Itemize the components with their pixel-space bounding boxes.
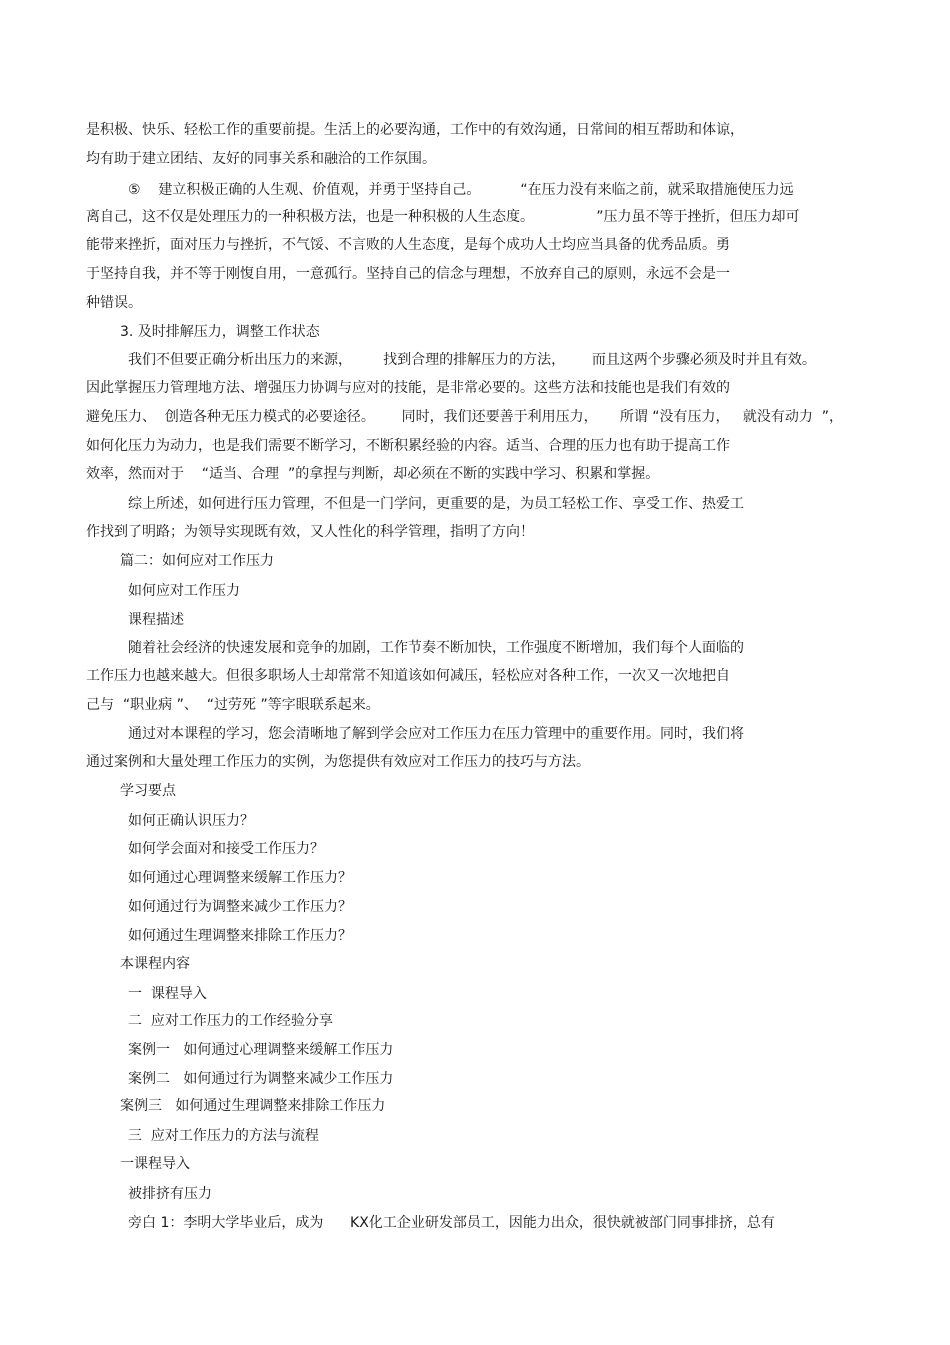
list-item: 如何通过行为调整来减少工作压力？	[128, 899, 352, 915]
text-line: 避免压力、 创造各种无压力模式的必要途径。 同时，我们还要善于利用压力， 所谓 “没有压力， 就没有动力 ”，	[86, 409, 844, 425]
text-line: 效率，然而对于 “适当、合理 ”的拿捏与判断，却必须在不断的实践中学习、积累和掌握。	[86, 466, 660, 482]
list-item: 二 应对工作压力的工作经验分享	[128, 1013, 333, 1029]
text-line: 均有助于建立团结、友好的同事关系和融洽的工作氛围。	[86, 151, 436, 167]
list-item: 案例二 如何通过行为调整来减少工作压力	[128, 1071, 394, 1087]
text-line: 我们不但要正确分析出压力的来源， 找到合理的排解压力的方法， 而且这两个步骤必须及时并且有效。	[128, 352, 816, 368]
text-line: 己与 “职业病 ”、 “过劳死 ”等字眼联系起来。	[86, 697, 380, 713]
text-line: 种错误。	[86, 295, 142, 311]
text-line: 作找到了明路；为领导实现既有效，又人性化的科学管理，指明了方向！	[86, 524, 534, 540]
text-line: 于坚持自我，并不等于刚愎自用，一意孤行。坚持自己的信念与理想，不放弃自己的原则，永远不会是一	[86, 266, 730, 282]
text-line: 是积极、快乐、轻松工作的重要前提。生活上的必要沟通，工作中的有效沟通，日常间的相互帮助和体谅，	[86, 122, 744, 138]
subheading: 学习要点	[120, 783, 176, 799]
text-line: ⑤ 建立积极正确的人生观、价值观，并勇于坚持自己。 “在压力没有来临之前，就采取措施使压力远	[128, 182, 794, 198]
text-line: 能带来挫折，面对压力与挫折，不气馁、不言败的人生态度，是每个成功人士均应当具备的优秀品质。勇	[86, 237, 730, 253]
text-line: 如何化压力为动力，也是我们需要不断学习，不断积累经验的内容。适当、合理的压力也有助于提高工作	[86, 438, 730, 454]
section-heading: 3. 及时排解压力，调整工作状态	[120, 324, 320, 340]
list-item: 如何正确认识压力？	[128, 813, 254, 829]
list-item: 案例三 如何通过生理调整来排除工作压力	[120, 1098, 386, 1114]
text-line: 工作压力也越来越大。但很多职场人士却常常不知道该如何减压，轻松应对各种工作，一次又一次地把自	[86, 668, 730, 684]
text-line: 通过对本课程的学习，您会清晰地了解到学会应对工作压力在压力管理中的重要作用。同时，我们将	[128, 726, 744, 742]
course-title: 如何应对工作压力	[128, 583, 240, 599]
list-item: 一 课程导入	[128, 986, 207, 1002]
list-item: 如何通过心理调整来缓解工作压力？	[128, 870, 352, 886]
list-item: 三 应对工作压力的方法与流程	[128, 1128, 319, 1144]
subheading: 课程描述	[128, 612, 184, 628]
list-item: 案例一 如何通过心理调整来缓解工作压力	[128, 1042, 394, 1058]
subheading: 一课程导入	[120, 1156, 190, 1172]
subheading: 本课程内容	[120, 956, 190, 972]
text-line: 综上所述，如何进行压力管理，不但是一门学问，更重要的是，为员工轻松工作、享受工作、热爱工	[128, 496, 744, 512]
text-line: 随着社会经济的快速发展和竞争的加剧，工作节奏不断加快，工作强度不断增加，我们每个人面临的	[128, 640, 744, 656]
text-line: 通过案例和大量处理工作压力的实例，为您提供有效应对工作压力的技巧与方法。	[86, 754, 590, 770]
list-item: 如何通过生理调整来排除工作压力？	[128, 928, 352, 944]
text-line: 旁白 1：李明大学毕业后，成为 KX化工企业研发部员工，因能力出众，很快就被部门同事排挤，总有	[128, 1215, 775, 1231]
section-heading: 篇二：如何应对工作压力	[120, 553, 274, 569]
list-item: 如何学会面对和接受工作压力？	[128, 841, 324, 857]
subheading: 被排挤有压力	[128, 1186, 212, 1202]
text-line: 离自己，这不仅是处理压力的一种积极方法，也是一种积极的人生态度。 ”压力虽不等于挫折，但压力却可	[86, 209, 800, 225]
text-line: 因此掌握压力管理地方法、增强压力协调与应对的技能，是非常必要的。这些方法和技能也是我们有效的	[86, 380, 730, 396]
